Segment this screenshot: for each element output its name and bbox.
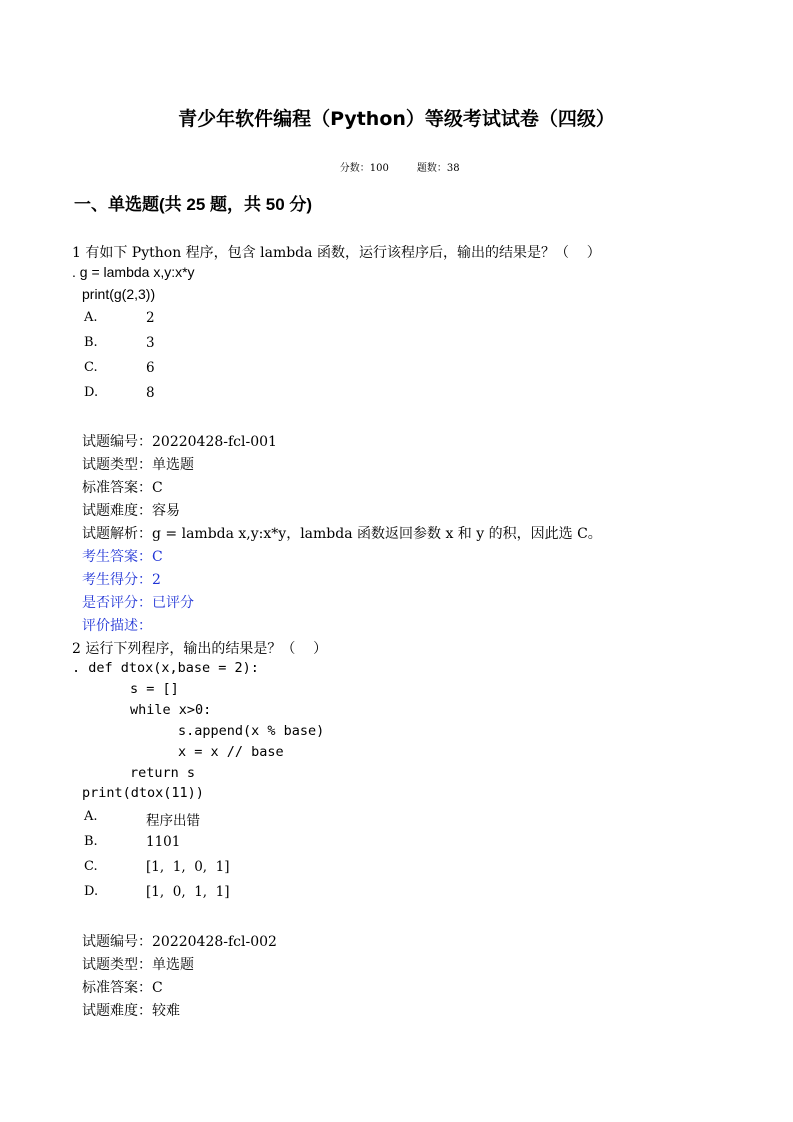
code-line: . g = lambda x,y:x*y [72, 264, 195, 280]
option-value: 8 [146, 385, 155, 401]
code-line: x = x // base [178, 744, 284, 760]
graded-status: 是否评分：已评分 [82, 595, 194, 611]
option-value: [1, 0, 1, 1] [146, 884, 230, 900]
student-score: 考生得分：2 [82, 572, 161, 588]
question-stem: 1 有如下 Python 程序，包含 lambda 函数，运行该程序后，输出的结果是？（ ） [72, 245, 601, 261]
difficulty: 试题难度：较难 [82, 1003, 180, 1019]
question-id: 试题编号：20220428-fcl-001 [82, 434, 277, 450]
option-label: B. [84, 335, 98, 350]
option-label: D. [84, 385, 99, 400]
question-count: 题数：38 [416, 163, 460, 174]
analysis: 试题解析：g = lambda x,y:x*y，lambda 函数返回参数 x 和 y 的积，因此选 C。 [82, 526, 602, 542]
option-value: [1, 1, 0, 1] [146, 859, 230, 875]
code-line: . def dtox(x,base = 2): [72, 660, 259, 676]
option-label: C. [84, 859, 98, 874]
option-value: 2 [146, 310, 155, 326]
option-value: 1101 [146, 834, 181, 850]
exam-meta [0, 148, 793, 174]
code-line: print(dtox(11)) [82, 785, 204, 801]
difficulty: 试题难度：容易 [82, 503, 180, 519]
exam-title: 青少年软件编程（Python）等级考试试卷（四级） [178, 108, 615, 130]
section-heading: 一、单选题(共 25 题，共 50 分) [74, 195, 313, 214]
code-line: while x>0: [130, 702, 212, 718]
option-label: D. [84, 884, 99, 899]
option-label: C. [84, 360, 98, 375]
option-value: 6 [146, 360, 155, 376]
question-type: 试题类型：单选题 [82, 457, 194, 473]
question-stem: 2 运行下列程序，输出的结果是？（ ） [72, 641, 328, 657]
standard-answer: 标准答案：C [82, 480, 163, 496]
option-label: A. [84, 809, 98, 824]
code-line: print(g(2,3)) [82, 286, 156, 302]
option-value: 程序出错 [146, 813, 200, 829]
option-value: 3 [146, 335, 155, 351]
code-line: s = [] [130, 681, 179, 697]
code-line: s.append(x % base) [178, 723, 325, 739]
evaluation-comment: 评价描述： [82, 618, 152, 634]
student-answer: 考生答案：C [82, 549, 163, 565]
option-label: B. [84, 834, 98, 849]
total-score: 分数：100 [339, 163, 389, 174]
standard-answer: 标准答案：C [82, 980, 163, 996]
code-line: return s [130, 765, 196, 781]
question-id: 试题编号：20220428-fcl-002 [82, 934, 277, 950]
question-type: 试题类型：单选题 [82, 957, 194, 973]
option-label: A. [84, 310, 98, 325]
